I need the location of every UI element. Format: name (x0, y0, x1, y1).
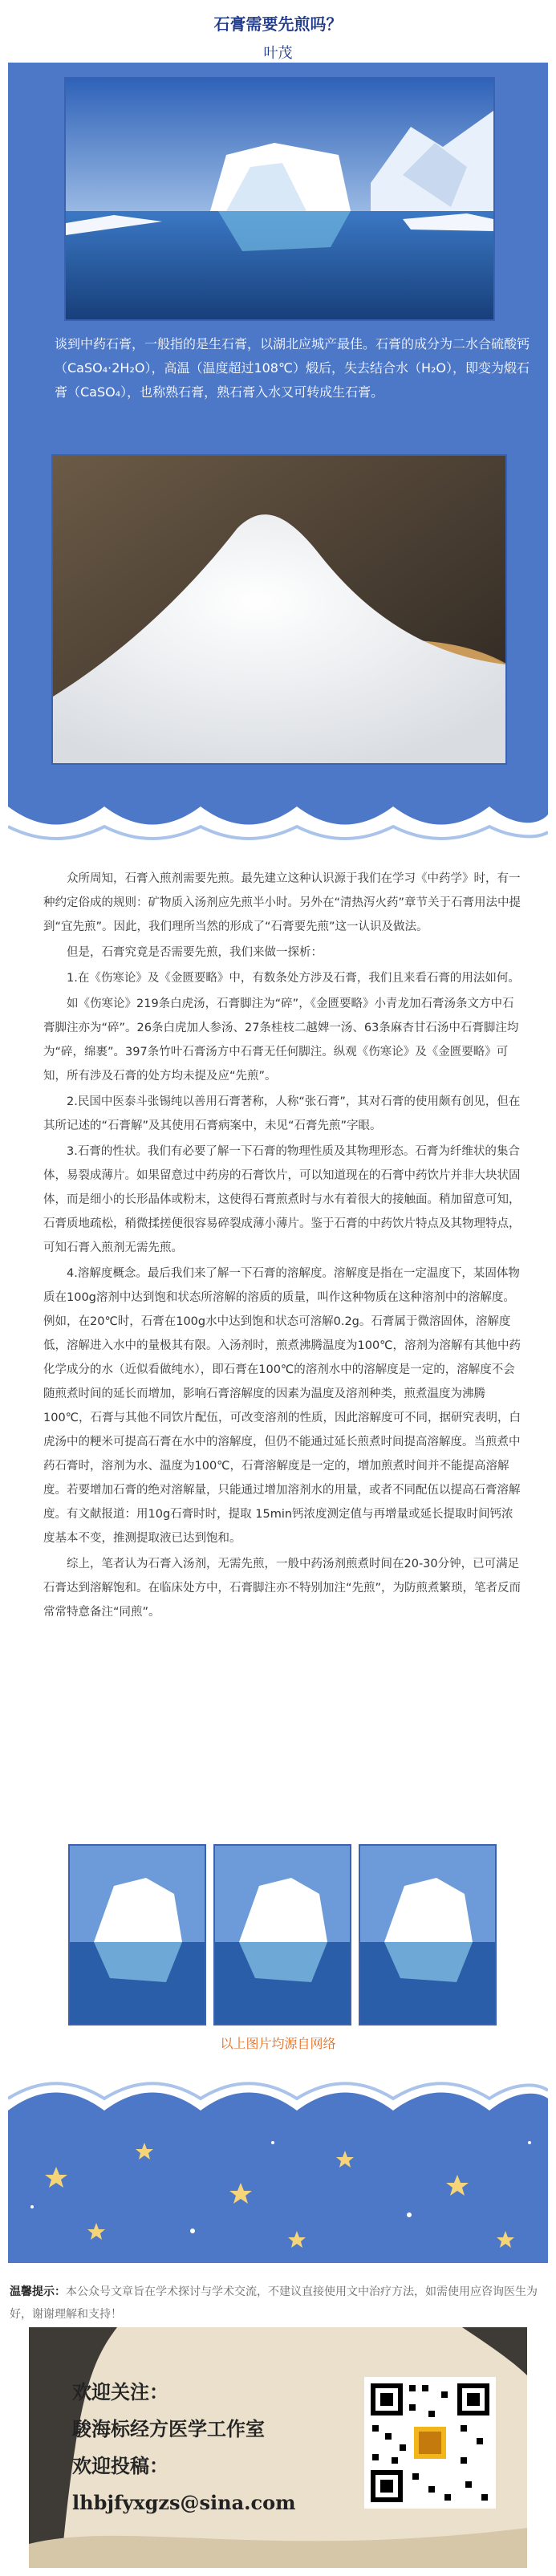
image-triptych (68, 1844, 493, 2022)
iceberg-image (64, 77, 495, 321)
banner-line: 欢迎投稿： (72, 2454, 168, 2477)
image-caption: 以上图片均源自网络 (220, 2036, 336, 2051)
article-paragraph: 4.溶解度概念。最后我们来了解一下石膏的溶解度。溶解度是指在一定温度下，某固体物质在100g溶剂中达到饱和状态所溶解的溶质的质量，叫作这种物质在这种溶剂中的溶解度。例如，在20℃时，石膏在100g水中达到饱和状态可溶解0.2g。石膏属于微溶固体，溶解度低，溶解进入水中的量极其有限。入汤剂时，煎煮沸腾温度为100℃，溶剂为溶解有其他中药化学成分的水（近似看做纯水），即石膏在100℃的溶剂水中的溶解度是一定的，溶解度不会随煎煮时间的延长而增加，影响石膏溶解度的因素为温度及溶剂种类，煎煮温度为沸腾100℃，石膏与其他不同饮片配伍，可改变溶剂的性质，因此溶解度可不同，据研究表明，白虎汤中的粳米可提高石膏在水中的溶解度，但仍不能通过延长煎煮时间提高溶解度。当煎煮中药石膏时，溶剂为水、温度为100℃，石膏溶解度是一定的，增加煎煮时间并不能提高溶解度。若要增加石膏的绝对溶解量，只能通过增加溶剂水的用量，或者不同配伍以提高石膏溶解度。有文献报道：用10g石膏时时，提取 15min钙浓度测定值与再增量或延长提取时间钙浓度基本不变，推测提取液已达到饱和。 (43, 1267, 521, 1545)
article-paragraph: 如《伤寒论》219条白虎汤，石膏脚注为“碎”，《金匮要略》小青龙加石膏汤条文方中石膏脚注亦为“碎”。26条白虎加人参汤、27条桂枝二越婢一汤、63条麻杏甘石汤中石膏脚注均为“碎，绵裹”。397条竹叶石膏汤方中石膏无任何脚注。纵观《伤寒论》及《金匮要略》可知，所有涉及石膏的处方均未提及应“先煎”。 (43, 997, 519, 1083)
salt-powder-image (51, 454, 507, 765)
notice-label: 温馨提示： (10, 2285, 66, 2298)
article-author: 叶茂 (263, 45, 293, 62)
notice-text: 本公众号文章旨在学术探讨与学术交流，不建议直接使用文中治疗方法，如需使用应咨询医生为好，谢谢理解和支持！ (10, 2285, 538, 2321)
iceberg-thumb-image (359, 1844, 497, 2025)
article-title: 石膏需要先煎吗？ (213, 14, 343, 34)
article-paragraph: 1.在《伤寒论》及《金匮要略》中，有数条处方涉及石膏，我们且来看石膏的用法如何。 (67, 972, 520, 985)
article-paragraph: 众所周知，石膏入煎剂需要先煎。最先建立这种认识源于我们在学习《中药学》时，有一种约定俗成的规则：矿物质入汤剂应先煎半小时。另外在“清热泻火药”章节关于石膏用法中提到“宜先煎”。因此，我们理所当然的形成了“石膏要先煎”这一认识及做法。 (43, 872, 522, 933)
warm-notice (10, 2281, 546, 2326)
iceberg-thumb-image (68, 1844, 206, 2025)
intro-panel (8, 63, 548, 785)
banner-line: 駿海标经方医学工作室 (72, 2417, 265, 2440)
article-paragraph: 但是，石膏究竟是否需要先煎，我们来做一探析： (67, 946, 323, 959)
stars-decoration (8, 2078, 548, 2263)
banner-text (72, 2374, 296, 2521)
article-header (0, 0, 556, 64)
banner-email: lhbjfyxgzs@sina.com (72, 2491, 296, 2514)
qr-code-icon[interactable] (364, 2377, 496, 2509)
article-paragraph: 综上，笔者认为石膏入汤剂，无需先煎，一般中药汤剂煎煮时间在20-30分钟，已可满足石膏达到溶解饱和。在临床处方中，石膏脚注亦不特别加注“先煎”，为防煎煮繁琐，笔者反而常常特意备注“同煎”。 (43, 1558, 522, 1619)
intro-paragraph: 谈到中药石膏，一般指的是生石膏，以湖北应城产最佳。石膏的成分为二水合硫酸钙（CaSO₄·2H₂O），高温（温度超过108℃）煅后，失去结合水（H₂O），即变为煅石膏（CaSO₄），也称熟石膏，熟石膏入水又可转成生石膏。 (55, 336, 530, 400)
contact-banner (29, 2327, 527, 2568)
article-body (43, 867, 523, 1626)
wave-divider (8, 782, 548, 847)
banner-line: 欢迎关注： (72, 2380, 168, 2403)
iceberg-thumb-image (213, 1844, 351, 2025)
article-paragraph: 3.石膏的性状。我们有必要了解一下石膏的物理性质及其物理形态。石膏为纤维状的集合体，易裂成薄片。如果留意过中药房的石膏饮片，可以知道现在的石膏中药饮片并非大块状固体，而是细小的长形晶体或粉末，这使得石膏煎煮时与水有着很大的接触面。稍加留意可知，石膏质地疏松，稍微揉搓便很容易碎裂成薄小薄片。鉴于石膏的中药饮片特点及其物理特点，可知石膏入煎剂无需先煎。 (43, 1145, 521, 1254)
article-paragraph: 2.民国中医泰斗张锡纯以善用石膏著称，人称“张石膏”，其对石膏的使用颇有创见，但在其所记述的“石膏解”及其使用石膏病案中，未见“石膏先煎”字眼。 (43, 1095, 521, 1132)
